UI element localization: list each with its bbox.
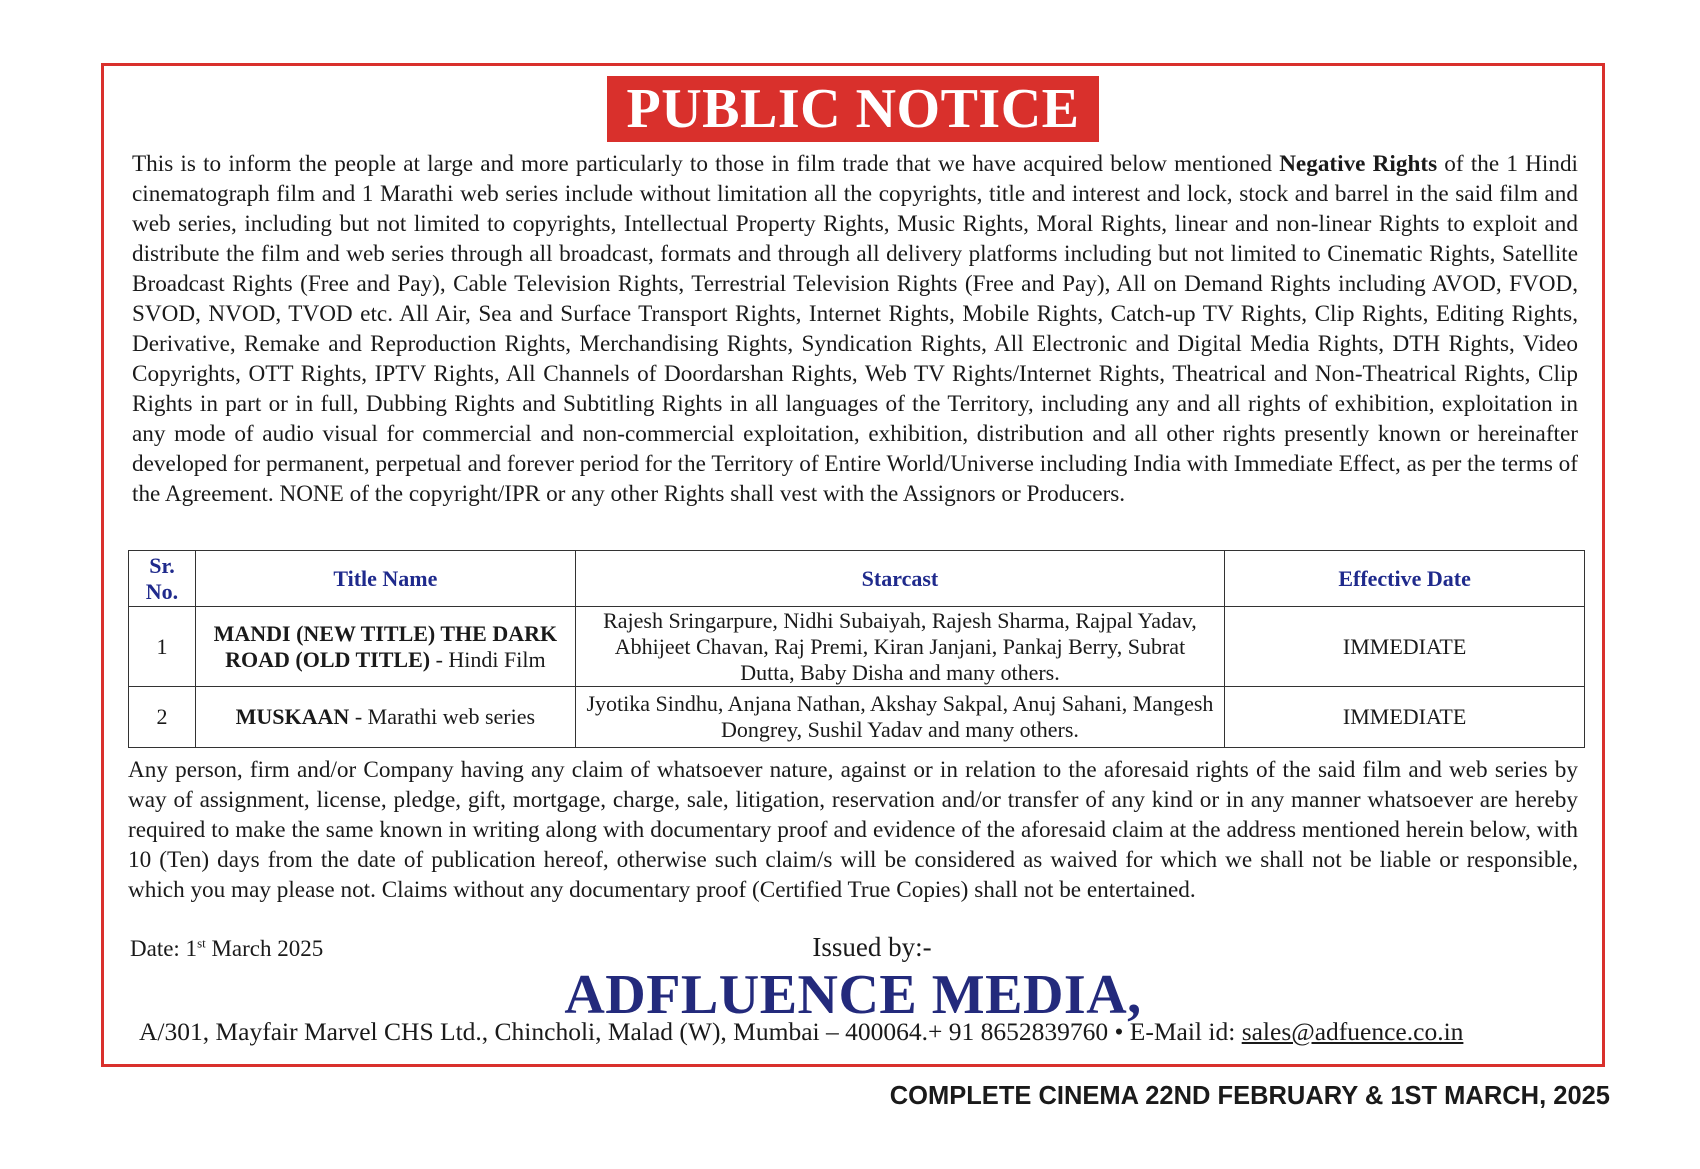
- claim-paragraph: Any person, firm and/or Company having any claim of whatsoever nature, against or in relation to the aforesaid rights of the said film and web series by way of assignment, license, pledge, gift, mortgage, charge, sale, litigation, reservation and/or transfer of any kind or in any manner whatsoever are hereby required to make the same known in writing along with documentary proof and evidence of the aforesaid claim at the address mentioned herein below, with 10 (Ten) days from the date of publication hereof, otherwise such claim/s will be considered as waived for which we shall not be liable or responsible, which you may please not. Claims without any documentary proof (Certified True Copies) shall not be entertained.: [128, 757, 1578, 903]
- table-row: [129, 607, 1585, 687]
- cell-effective-date: IMMEDIATE: [1225, 607, 1585, 687]
- negative-rights-bold: Negative Rights: [1279, 151, 1438, 177]
- table-header-row: [129, 551, 1585, 607]
- cell-sr-no: 1: [129, 607, 196, 687]
- cell-effective-date: IMMEDIATE: [1225, 687, 1585, 748]
- issued-by: Issued by:-: [812, 932, 932, 962]
- title-type: - Hindi Film: [430, 646, 546, 672]
- cell-title-name: [195, 687, 575, 748]
- intro-text-start: This is to inform the people at large and more particularly to those in film trade that we have acquired below mentioned: [132, 151, 1280, 177]
- header-sr-no: Sr. No.: [129, 551, 196, 607]
- table-row: [129, 687, 1585, 748]
- title-bold: MANDI (NEW TITLE) THE DARK ROAD (OLD TITLE): [213, 620, 558, 672]
- company-address: [139, 1017, 1463, 1047]
- title-bold: MUSKAAN: [235, 704, 350, 729]
- header-starcast: Starcast: [575, 551, 1224, 607]
- address-text: A/301, Mayfair Marvel CHS Ltd., Chincholi, Malad (W), Mumbai – 400064.+ 91 8652839760 • E-Mail id:: [139, 1017, 1242, 1046]
- title-type: - Marathi web series: [349, 704, 536, 729]
- intro-paragraph: [132, 149, 1578, 509]
- publication-footer: COMPLETE CINEMA 22ND FEBRUARY & 1ST MARCH, 2025: [889, 1082, 1610, 1110]
- cell-starcast: Jyotika Sindhu, Anjana Nathan, Akshay Sakpal, Anuj Sahani, Mangesh Dongrey, Sushil Yadav and many others.: [575, 687, 1224, 748]
- intro-text-end: of the 1 Hindi cinematograph film and 1 Marathi web series include without limitation all the copyrights, title and interest and lock, stock and barrel in the said film and web series, including but not limited to copyrights, Intellectual Property Rights, Music Rights, Moral Rights, linear and non-linear Rights to exploit and distribute the film and web series through all broadcast, formats and through all delivery platforms including but not limited to Cinematic Rights, Satellite Broadcast Rights (Free and Pay), Cable Television Rights, Terrestrial Television Rights (Free and Pay), All on Demand Rights including AVOD, FVOD, SVOD, NVOD, TVOD etc. All Air, Sea and Surface Transport Rights, Internet Rights, Mobile Rights, Catch-up TV Rights, Clip Rights, Editing Rights, Derivative, Remake and Reproduction Rights, Merchandising Rights, Syndication Rights, All Electronic and Digital Media Rights, DTH Rights, Video Copyrights, OTT Rights, IPTV Rights, All Channels of Doordarshan Rights, Web TV Rights/Internet Rights, Theatrical and Non-Theatrical Rights, Clip Rights in part or in full, Dubbing Rights and Subtitling Rights in all languages of the Territory, including any and all rights of exhibition, exploitation in any mode of audio visual for commercial and non-commercial exploitation, exhibition, distribution and all other rights presently known or hereinafter developed for permanent, perpetual and forever period for the Territory of Entire World/Universe including India with Immediate Effect, as per the terms of the Agreement. NONE of the copyright/IPR or any other Rights shall vest with the Assignors or Producers.: [132, 151, 1578, 507]
- cell-starcast: Rajesh Sringarpure, Nidhi Subaiyah, Rajesh Sharma, Rajpal Yadav, Abhijeet Chavan, Raj Premi, Kiran Janjani, Pankaj Berry, Subrat Dutta, Baby Disha and many others.: [575, 607, 1224, 687]
- company-name: ADFLUENCE MEDIA,: [564, 964, 1142, 1026]
- public-notice: [101, 63, 1605, 1067]
- header-effective-date: Effective Date: [1225, 551, 1585, 607]
- cell-title-name: [195, 607, 575, 687]
- header-title-name: Title Name: [195, 551, 575, 607]
- notice-date: Date: 1st March 2025: [130, 935, 324, 961]
- cell-sr-no: 2: [129, 687, 196, 748]
- notice-title: PUBLIC NOTICE: [607, 76, 1098, 142]
- email-link[interactable]: sales@adfuence.co.in: [1241, 1017, 1464, 1046]
- rights-table: [128, 550, 1585, 748]
